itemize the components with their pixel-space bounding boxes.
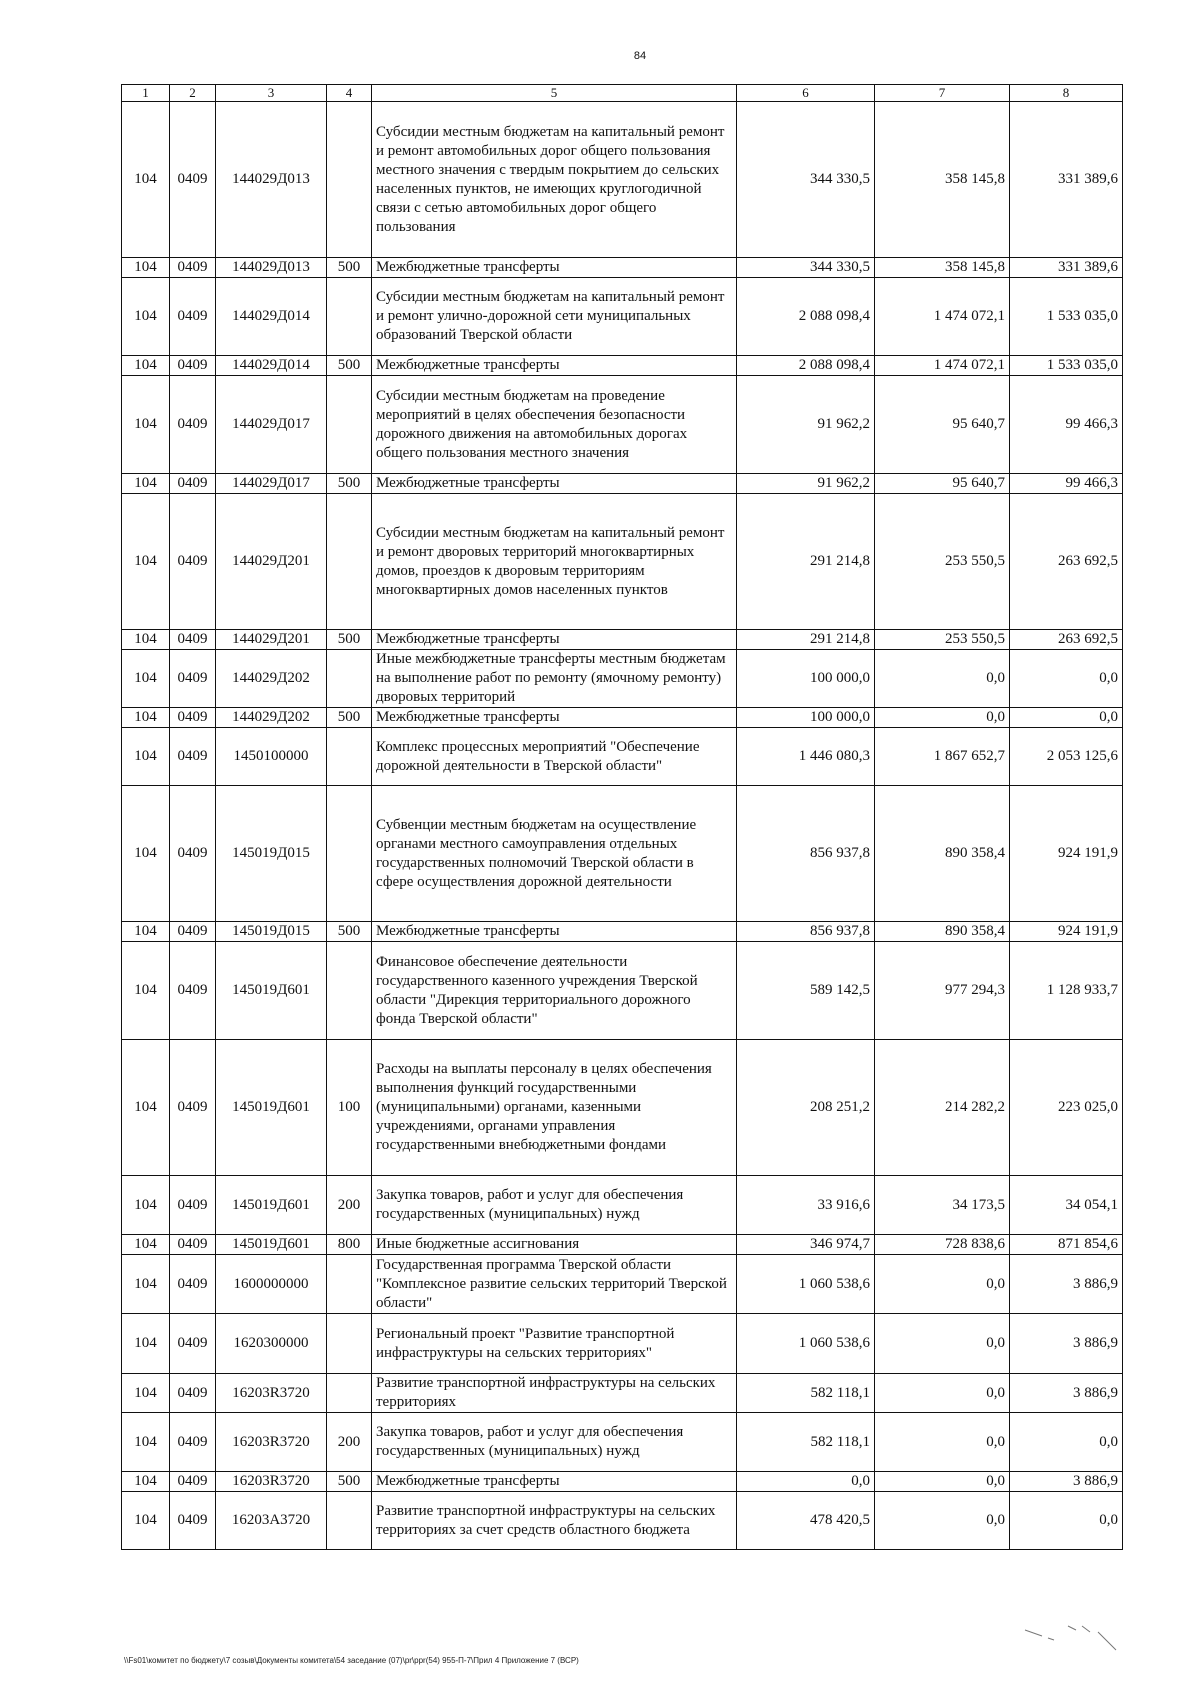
table-cell-col-2: 0409 bbox=[170, 786, 216, 922]
column-number-row bbox=[122, 85, 1123, 102]
table-cell-col-1: 104 bbox=[122, 1255, 170, 1314]
table-row bbox=[122, 1472, 1123, 1492]
table-cell-col-5: Иные межбюджетные трансферты местным бюджетам на выполнение работ по ремонту (ямочному ремонту) дворовых территорий bbox=[372, 650, 737, 708]
table-cell-col-1: 104 bbox=[122, 1235, 170, 1255]
table-cell-col-5: Закупка товаров, работ и услуг для обеспечения государственных (муниципальных) нужд bbox=[372, 1413, 737, 1472]
table-cell-col-7: 95 640,7 bbox=[875, 474, 1010, 494]
table-cell-col-2: 0409 bbox=[170, 1040, 216, 1176]
table-cell-col-2: 0409 bbox=[170, 278, 216, 356]
table-cell-col-3: 16203R3720 bbox=[216, 1413, 327, 1472]
table-row bbox=[122, 786, 1123, 922]
table-cell-col-4 bbox=[327, 1374, 372, 1413]
table-cell-col-1: 104 bbox=[122, 102, 170, 258]
table-cell-col-1: 104 bbox=[122, 1176, 170, 1235]
table-cell-col-8: 0,0 bbox=[1010, 1492, 1123, 1550]
table-cell-col-8: 99 466,3 bbox=[1010, 376, 1123, 474]
table-cell-col-8: 34 054,1 bbox=[1010, 1176, 1123, 1235]
column-header: 5 bbox=[372, 85, 737, 102]
column-header: 6 bbox=[737, 85, 875, 102]
table-cell-col-6: 33 916,6 bbox=[737, 1176, 875, 1235]
table-cell-col-8: 1 128 933,7 bbox=[1010, 942, 1123, 1040]
table-cell-col-4 bbox=[327, 1255, 372, 1314]
table-cell-col-2: 0409 bbox=[170, 1314, 216, 1374]
table-cell-col-8: 3 886,9 bbox=[1010, 1255, 1123, 1314]
table-row bbox=[122, 728, 1123, 786]
table-cell-col-4 bbox=[327, 650, 372, 708]
table-cell-col-5: Развитие транспортной инфраструктуры на сельских территориях bbox=[372, 1374, 737, 1413]
table-cell-col-7: 0,0 bbox=[875, 650, 1010, 708]
table-cell-col-3: 144029Д014 bbox=[216, 278, 327, 356]
table-cell-col-7: 1 867 652,7 bbox=[875, 728, 1010, 786]
table-row bbox=[122, 708, 1123, 728]
table-cell-col-1: 104 bbox=[122, 1472, 170, 1492]
table-cell-col-8: 0,0 bbox=[1010, 708, 1123, 728]
table-cell-col-7: 977 294,3 bbox=[875, 942, 1010, 1040]
table-row bbox=[122, 1255, 1123, 1314]
table-cell-col-4: 500 bbox=[327, 922, 372, 942]
table-cell-col-2: 0409 bbox=[170, 1255, 216, 1314]
column-header: 1 bbox=[122, 85, 170, 102]
table-cell-col-2: 0409 bbox=[170, 258, 216, 278]
table-row bbox=[122, 258, 1123, 278]
table-cell-col-6: 346 974,7 bbox=[737, 1235, 875, 1255]
table-cell-col-1: 104 bbox=[122, 1314, 170, 1374]
table-cell-col-5: Межбюджетные трансферты bbox=[372, 258, 737, 278]
table-cell-col-3: 144029Д013 bbox=[216, 258, 327, 278]
table-cell-col-3: 144029Д017 bbox=[216, 474, 327, 494]
table-cell-col-8: 871 854,6 bbox=[1010, 1235, 1123, 1255]
table-cell-col-2: 0409 bbox=[170, 376, 216, 474]
table-cell-col-2: 0409 bbox=[170, 630, 216, 650]
table-cell-col-7: 890 358,4 bbox=[875, 786, 1010, 922]
table-cell-col-8: 924 191,9 bbox=[1010, 786, 1123, 922]
table-cell-col-1: 104 bbox=[122, 1040, 170, 1176]
table-cell-col-5: Межбюджетные трансферты bbox=[372, 708, 737, 728]
table-cell-col-5: Субсидии местным бюджетам на капитальный ремонт и ремонт автомобильных дорог общего пользования местного значения с твердым покрытием до сельских населенных пунктов, не имеющих круглогодичной связи с сетью автомобильных дорог общего пользования bbox=[372, 102, 737, 258]
table-cell-col-5: Межбюджетные трансферты bbox=[372, 356, 737, 376]
table-row bbox=[122, 494, 1123, 630]
table-cell-col-1: 104 bbox=[122, 376, 170, 474]
table-cell-col-3: 145019Д601 bbox=[216, 1176, 327, 1235]
table-cell-col-1: 104 bbox=[122, 1413, 170, 1472]
table-cell-col-5: Субсидии местным бюджетам на капитальный ремонт и ремонт улично-дорожной сети муниципальных образований Тверской области bbox=[372, 278, 737, 356]
table-cell-col-2: 0409 bbox=[170, 1413, 216, 1472]
table-cell-col-3: 144029Д014 bbox=[216, 356, 327, 376]
table-cell-col-7: 34 173,5 bbox=[875, 1176, 1010, 1235]
table-cell-col-4: 500 bbox=[327, 1472, 372, 1492]
table-cell-col-1: 104 bbox=[122, 728, 170, 786]
table-cell-col-6: 100 000,0 bbox=[737, 650, 875, 708]
table-cell-col-2: 0409 bbox=[170, 650, 216, 708]
table-cell-col-4: 500 bbox=[327, 474, 372, 494]
table-cell-col-1: 104 bbox=[122, 474, 170, 494]
table-cell-col-2: 0409 bbox=[170, 474, 216, 494]
table-cell-col-5: Межбюджетные трансферты bbox=[372, 630, 737, 650]
table-cell-col-6: 1 446 080,3 bbox=[737, 728, 875, 786]
table-cell-col-1: 104 bbox=[122, 922, 170, 942]
table-cell-col-4 bbox=[327, 1314, 372, 1374]
table-cell-col-1: 104 bbox=[122, 356, 170, 376]
table-cell-col-6: 856 937,8 bbox=[737, 786, 875, 922]
table-row bbox=[122, 630, 1123, 650]
table-cell-col-2: 0409 bbox=[170, 1374, 216, 1413]
table-cell-col-2: 0409 bbox=[170, 1235, 216, 1255]
table-cell-col-6: 91 962,2 bbox=[737, 376, 875, 474]
table-cell-col-8: 0,0 bbox=[1010, 650, 1123, 708]
table-cell-col-2: 0409 bbox=[170, 728, 216, 786]
table-row bbox=[122, 356, 1123, 376]
table-cell-col-3: 16203А3720 bbox=[216, 1492, 327, 1550]
table-cell-col-3: 144029Д017 bbox=[216, 376, 327, 474]
table-cell-col-7: 0,0 bbox=[875, 1255, 1010, 1314]
table-cell-col-4: 500 bbox=[327, 708, 372, 728]
table-cell-col-4 bbox=[327, 278, 372, 356]
table-cell-col-3: 145019Д601 bbox=[216, 1235, 327, 1255]
table-cell-col-6: 291 214,8 bbox=[737, 494, 875, 630]
table-cell-col-6: 1 060 538,6 bbox=[737, 1255, 875, 1314]
table-row bbox=[122, 376, 1123, 474]
table-cell-col-8: 331 389,6 bbox=[1010, 258, 1123, 278]
table-cell-col-8: 99 466,3 bbox=[1010, 474, 1123, 494]
table-cell-col-2: 0409 bbox=[170, 942, 216, 1040]
table-cell-col-7: 253 550,5 bbox=[875, 494, 1010, 630]
table-cell-col-7: 0,0 bbox=[875, 708, 1010, 728]
table-cell-col-3: 16203R3720 bbox=[216, 1472, 327, 1492]
budget-table bbox=[121, 84, 1123, 1550]
table-cell-col-1: 104 bbox=[122, 494, 170, 630]
table-cell-col-1: 104 bbox=[122, 258, 170, 278]
page-number: 84 bbox=[633, 50, 647, 62]
table-cell-col-8: 1 533 035,0 bbox=[1010, 278, 1123, 356]
table-cell-col-1: 104 bbox=[122, 278, 170, 356]
table-cell-col-7: 0,0 bbox=[875, 1413, 1010, 1472]
table-cell-col-4 bbox=[327, 494, 372, 630]
table-cell-col-6: 208 251,2 bbox=[737, 1040, 875, 1176]
table-cell-col-3: 144029Д202 bbox=[216, 708, 327, 728]
table-cell-col-6: 589 142,5 bbox=[737, 942, 875, 1040]
table-cell-col-3: 144029Д202 bbox=[216, 650, 327, 708]
table-cell-col-4 bbox=[327, 376, 372, 474]
table-cell-col-8: 263 692,5 bbox=[1010, 630, 1123, 650]
table-cell-col-6: 100 000,0 bbox=[737, 708, 875, 728]
table-cell-col-1: 104 bbox=[122, 786, 170, 922]
table-cell-col-6: 582 118,1 bbox=[737, 1413, 875, 1472]
table-row bbox=[122, 474, 1123, 494]
table-cell-col-7: 358 145,8 bbox=[875, 258, 1010, 278]
table-cell-col-8: 924 191,9 bbox=[1010, 922, 1123, 942]
table-cell-col-5: Закупка товаров, работ и услуг для обеспечения государственных (муниципальных) нужд bbox=[372, 1176, 737, 1235]
table-cell-col-2: 0409 bbox=[170, 356, 216, 376]
table-cell-col-6: 91 962,2 bbox=[737, 474, 875, 494]
table-cell-col-8: 3 886,9 bbox=[1010, 1374, 1123, 1413]
table-cell-col-5: Субсидии местным бюджетам на капитальный ремонт и ремонт дворовых территорий многоквартирных домов, проездов к дворовым территориям многоквартирных домов населенных пунктов bbox=[372, 494, 737, 630]
table-body bbox=[122, 102, 1123, 1550]
table-row bbox=[122, 1040, 1123, 1176]
table-row bbox=[122, 922, 1123, 942]
table-cell-col-5: Государственная программа Тверской области "Комплексное развитие сельских территорий Тверской области" bbox=[372, 1255, 737, 1314]
table-cell-col-7: 1 474 072,1 bbox=[875, 278, 1010, 356]
table-cell-col-1: 104 bbox=[122, 708, 170, 728]
table-cell-col-1: 104 bbox=[122, 942, 170, 1040]
table-cell-col-4 bbox=[327, 1492, 372, 1550]
table-cell-col-6: 856 937,8 bbox=[737, 922, 875, 942]
file-path-footer: \\Fs01\комитет по бюджету\7 созыв\Документы комитета\54 заседание (07)\pr\ppr(54) 955-П-7\Прил 4 Приложение 7 (ВСР) bbox=[124, 1656, 579, 1665]
table-cell-col-6: 291 214,8 bbox=[737, 630, 875, 650]
table-cell-col-5: Региональный проект "Развитие транспортной инфраструктуры на сельских территориях" bbox=[372, 1314, 737, 1374]
table-cell-col-7: 0,0 bbox=[875, 1314, 1010, 1374]
table-cell-col-2: 0409 bbox=[170, 494, 216, 630]
table-cell-col-2: 0409 bbox=[170, 102, 216, 258]
table-cell-col-5: Иные бюджетные ассигнования bbox=[372, 1235, 737, 1255]
handwritten-mark bbox=[1020, 1618, 1130, 1658]
table-row bbox=[122, 650, 1123, 708]
table-cell-col-4: 200 bbox=[327, 1176, 372, 1235]
table-cell-col-5: Развитие транспортной инфраструктуры на сельских территориях за счет средств областного бюджета bbox=[372, 1492, 737, 1550]
column-header: 8 bbox=[1010, 85, 1123, 102]
table-cell-col-8: 3 886,9 bbox=[1010, 1472, 1123, 1492]
table-row bbox=[122, 1374, 1123, 1413]
table-cell-col-8: 223 025,0 bbox=[1010, 1040, 1123, 1176]
table-cell-col-4 bbox=[327, 786, 372, 922]
table-cell-col-2: 0409 bbox=[170, 1472, 216, 1492]
table-cell-col-7: 728 838,6 bbox=[875, 1235, 1010, 1255]
table-cell-col-2: 0409 bbox=[170, 1176, 216, 1235]
column-header: 7 bbox=[875, 85, 1010, 102]
table-cell-col-6: 344 330,5 bbox=[737, 258, 875, 278]
table-cell-col-5: Межбюджетные трансферты bbox=[372, 474, 737, 494]
table-row bbox=[122, 1413, 1123, 1472]
table-cell-col-8: 2 053 125,6 bbox=[1010, 728, 1123, 786]
table-cell-col-3: 145019Д601 bbox=[216, 1040, 327, 1176]
table-cell-col-8: 331 389,6 bbox=[1010, 102, 1123, 258]
table-cell-col-5: Межбюджетные трансферты bbox=[372, 1472, 737, 1492]
table-cell-col-3: 1620300000 bbox=[216, 1314, 327, 1374]
table-cell-col-8: 0,0 bbox=[1010, 1413, 1123, 1472]
table-cell-col-2: 0409 bbox=[170, 708, 216, 728]
table-cell-col-1: 104 bbox=[122, 1374, 170, 1413]
column-header: 3 bbox=[216, 85, 327, 102]
table-cell-col-6: 0,0 bbox=[737, 1472, 875, 1492]
column-header: 4 bbox=[327, 85, 372, 102]
table-row bbox=[122, 1176, 1123, 1235]
table-cell-col-8: 263 692,5 bbox=[1010, 494, 1123, 630]
table-cell-col-7: 214 282,2 bbox=[875, 1040, 1010, 1176]
table-cell-col-7: 0,0 bbox=[875, 1492, 1010, 1550]
table-cell-col-8: 3 886,9 bbox=[1010, 1314, 1123, 1374]
table-cell-col-3: 144029Д013 bbox=[216, 102, 327, 258]
table-cell-col-6: 344 330,5 bbox=[737, 102, 875, 258]
table-cell-col-3: 145019Д015 bbox=[216, 922, 327, 942]
table-cell-col-7: 358 145,8 bbox=[875, 102, 1010, 258]
table-cell-col-7: 890 358,4 bbox=[875, 922, 1010, 942]
table-cell-col-4: 100 bbox=[327, 1040, 372, 1176]
table-cell-col-2: 0409 bbox=[170, 1492, 216, 1550]
table-cell-col-7: 0,0 bbox=[875, 1374, 1010, 1413]
table-cell-col-4: 500 bbox=[327, 356, 372, 376]
table-cell-col-4: 200 bbox=[327, 1413, 372, 1472]
table-cell-col-4: 500 bbox=[327, 258, 372, 278]
table-cell-col-7: 0,0 bbox=[875, 1472, 1010, 1492]
table-cell-col-5: Комплекс процессных мероприятий "Обеспечение дорожной деятельности в Тверской области" bbox=[372, 728, 737, 786]
table-cell-col-3: 145019Д601 bbox=[216, 942, 327, 1040]
table-cell-col-5: Расходы на выплаты персоналу в целях обеспечения выполнения функций государственными (муниципальными) органами, казенными учреждениями, органами управления государственными внебюджетными фондами bbox=[372, 1040, 737, 1176]
table-row bbox=[122, 1492, 1123, 1550]
table-cell-col-7: 95 640,7 bbox=[875, 376, 1010, 474]
table-cell-col-5: Межбюджетные трансферты bbox=[372, 922, 737, 942]
table-cell-col-6: 478 420,5 bbox=[737, 1492, 875, 1550]
table-cell-col-7: 1 474 072,1 bbox=[875, 356, 1010, 376]
table-cell-col-7: 253 550,5 bbox=[875, 630, 1010, 650]
table-cell-col-6: 2 088 098,4 bbox=[737, 356, 875, 376]
table-cell-col-1: 104 bbox=[122, 630, 170, 650]
table-cell-col-3: 145019Д015 bbox=[216, 786, 327, 922]
table-cell-col-4 bbox=[327, 728, 372, 786]
table-cell-col-4 bbox=[327, 942, 372, 1040]
table-cell-col-6: 582 118,1 bbox=[737, 1374, 875, 1413]
table-cell-col-6: 2 088 098,4 bbox=[737, 278, 875, 356]
table-row bbox=[122, 102, 1123, 258]
table-cell-col-3: 144029Д201 bbox=[216, 494, 327, 630]
table-cell-col-6: 1 060 538,6 bbox=[737, 1314, 875, 1374]
table-cell-col-3: 1600000000 bbox=[216, 1255, 327, 1314]
table-cell-col-1: 104 bbox=[122, 650, 170, 708]
table-cell-col-5: Субсидии местным бюджетам на проведение мероприятий в целях обеспечения безопасности дорожного движения на автомобильных дорогах общего пользования местного значения bbox=[372, 376, 737, 474]
table-cell-col-3: 16203R3720 bbox=[216, 1374, 327, 1413]
column-header: 2 bbox=[170, 85, 216, 102]
table-row bbox=[122, 942, 1123, 1040]
table-cell-col-4: 500 bbox=[327, 630, 372, 650]
table-cell-col-3: 1450100000 bbox=[216, 728, 327, 786]
table-cell-col-4: 800 bbox=[327, 1235, 372, 1255]
table-cell-col-3: 144029Д201 bbox=[216, 630, 327, 650]
table-row bbox=[122, 278, 1123, 356]
table-cell-col-2: 0409 bbox=[170, 922, 216, 942]
table-row bbox=[122, 1314, 1123, 1374]
table-cell-col-8: 1 533 035,0 bbox=[1010, 356, 1123, 376]
table-cell-col-5: Финансовое обеспечение деятельности государственного казенного учреждения Тверской области "Дирекция территориального дорожного фонда Тверской области" bbox=[372, 942, 737, 1040]
table-cell-col-5: Субвенции местным бюджетам на осуществление органами местного самоуправления отдельных государственных полномочий Тверской области в сфере осуществления дорожной деятельности bbox=[372, 786, 737, 922]
table-cell-col-1: 104 bbox=[122, 1492, 170, 1550]
table-cell-col-4 bbox=[327, 102, 372, 258]
table-row bbox=[122, 1235, 1123, 1255]
